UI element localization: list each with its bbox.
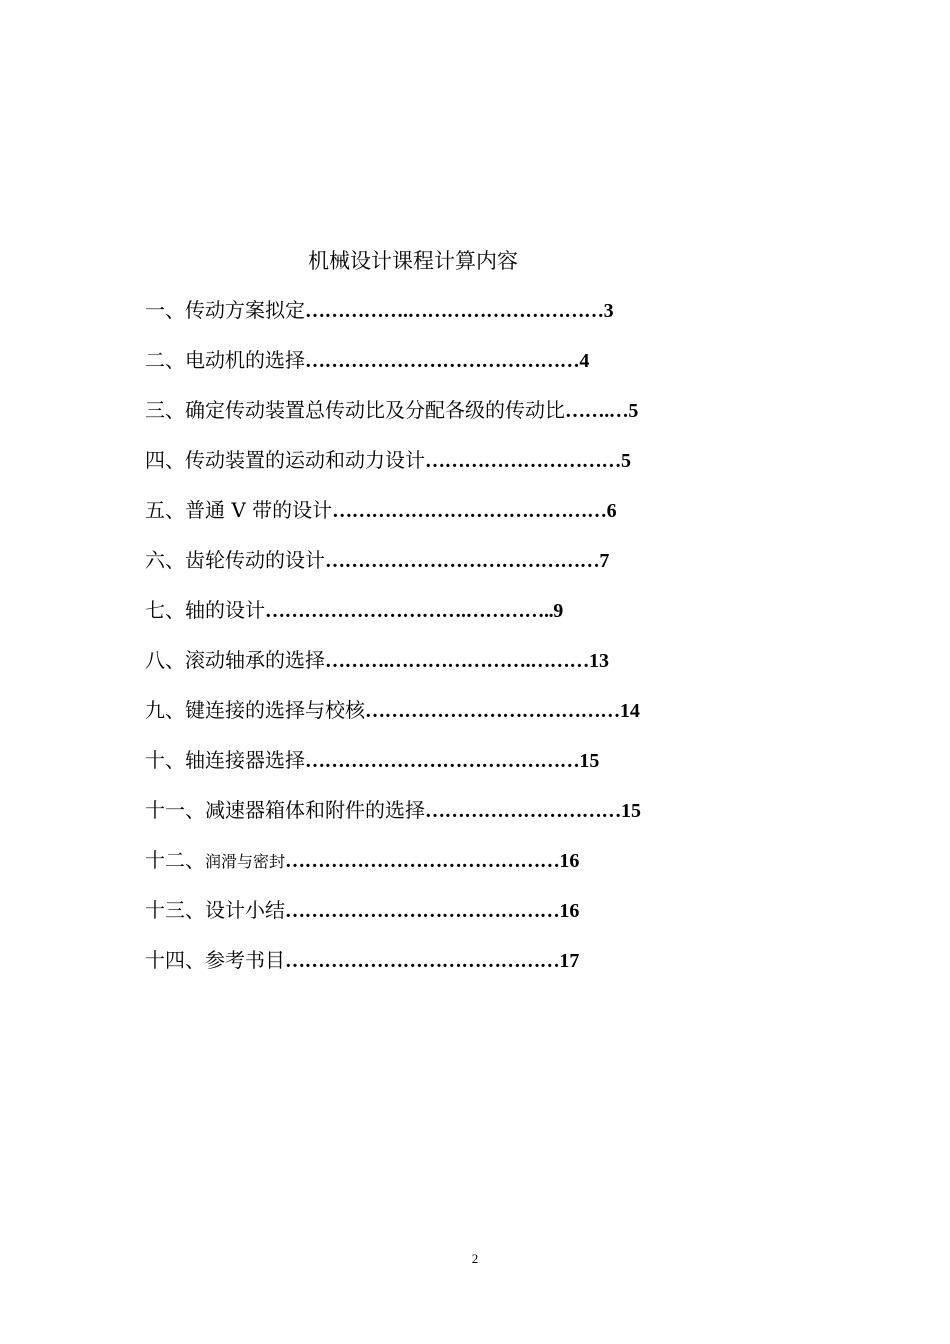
toc-entry-label: 五、普通 V 带的设计 <box>145 498 333 522</box>
toc-entry-label: 十、轴连接器选择 <box>145 748 305 772</box>
toc-entry-label: 十三、设计小结 <box>145 898 285 922</box>
toc-entry-label: 十二、润滑与密封 <box>145 848 286 872</box>
toc-entry-leader: …………………………………… <box>332 500 607 522</box>
page-number: 2 <box>471 1251 479 1266</box>
document-title: 机械设计课程计算内容 <box>308 249 518 273</box>
toc-entry-page: 7 <box>599 550 610 572</box>
toc-entry-label: 六、齿轮传动的设计 <box>145 548 325 572</box>
toc-entry-page: 15 <box>579 750 600 772</box>
toc-entry <box>145 595 563 625</box>
toc-entry-page: 14 <box>619 700 640 722</box>
toc-entry <box>145 645 609 675</box>
toc-entry-leader: …………………………………… <box>285 950 560 972</box>
toc-entry-page: 5 <box>621 450 632 472</box>
toc-entry <box>145 795 641 825</box>
toc-entry-label: 一、传动方案拟定 <box>145 298 305 322</box>
toc-entry-leader: …………………………………… <box>325 550 600 572</box>
toc-entry-page: 15 <box>621 800 642 822</box>
toc-entry-leader: ………………………… <box>425 450 622 472</box>
toc-entry-leader: ………………………… <box>425 800 622 822</box>
toc-entry <box>145 895 579 925</box>
toc-entry <box>145 345 589 375</box>
toc-entry-leader: ………………………………… <box>365 700 620 722</box>
toc-entry-leader: …………….………………………… <box>305 300 604 322</box>
toc-entry-page: 5 <box>628 400 639 422</box>
toc-entry <box>145 945 579 975</box>
toc-entry-leader: ……….………………….……… <box>325 650 590 672</box>
toc-entry <box>145 845 579 875</box>
toc-entry-label: 十一、减速器箱体和附件的选择 <box>145 798 425 822</box>
toc-entry <box>145 445 631 475</box>
toc-entry <box>145 545 609 575</box>
toc-entry-page: 17 <box>559 950 580 972</box>
toc-entry-leader: …….… <box>565 400 629 422</box>
toc-entry-page: 4 <box>579 350 590 372</box>
toc-entry-leader: …………………………………… <box>305 350 580 372</box>
toc-entry-label: 四、传动装置的运动和动力设计 <box>145 448 425 472</box>
toc-entry-page: 13 <box>589 650 610 672</box>
toc-entry-page: 16 <box>559 900 580 922</box>
toc-entry-page: 9 <box>553 600 564 622</box>
toc-entry-leader: …………………………………… <box>285 900 560 922</box>
toc-entry-label: 十四、参考书目 <box>145 948 285 972</box>
toc-entry-page: 3 <box>603 300 614 322</box>
toc-entry <box>145 395 638 425</box>
toc-entry-label: 八、滚动轴承的选择 <box>145 648 325 672</box>
toc-entry-leader: ………………………….………….. <box>265 600 554 622</box>
toc-entry-label: 二、电动机的选择 <box>145 348 305 372</box>
toc-entry-page: 16 <box>559 850 580 872</box>
toc-entry <box>145 745 599 775</box>
toc-entry-page: 6 <box>606 500 617 522</box>
toc-entry <box>145 295 614 325</box>
toc-entry-label: 七、轴的设计 <box>145 598 265 622</box>
toc-entry-label: 九、键连接的选择与校核 <box>145 698 365 722</box>
toc-entry-label: 三、确定传动装置总传动比及分配各级的传动比 <box>145 398 565 422</box>
toc-entry-leader: …………………………………… <box>285 850 560 872</box>
toc-entry <box>145 695 640 725</box>
toc-entry-leader: …………………………………… <box>305 750 580 772</box>
toc-entry <box>145 495 617 525</box>
